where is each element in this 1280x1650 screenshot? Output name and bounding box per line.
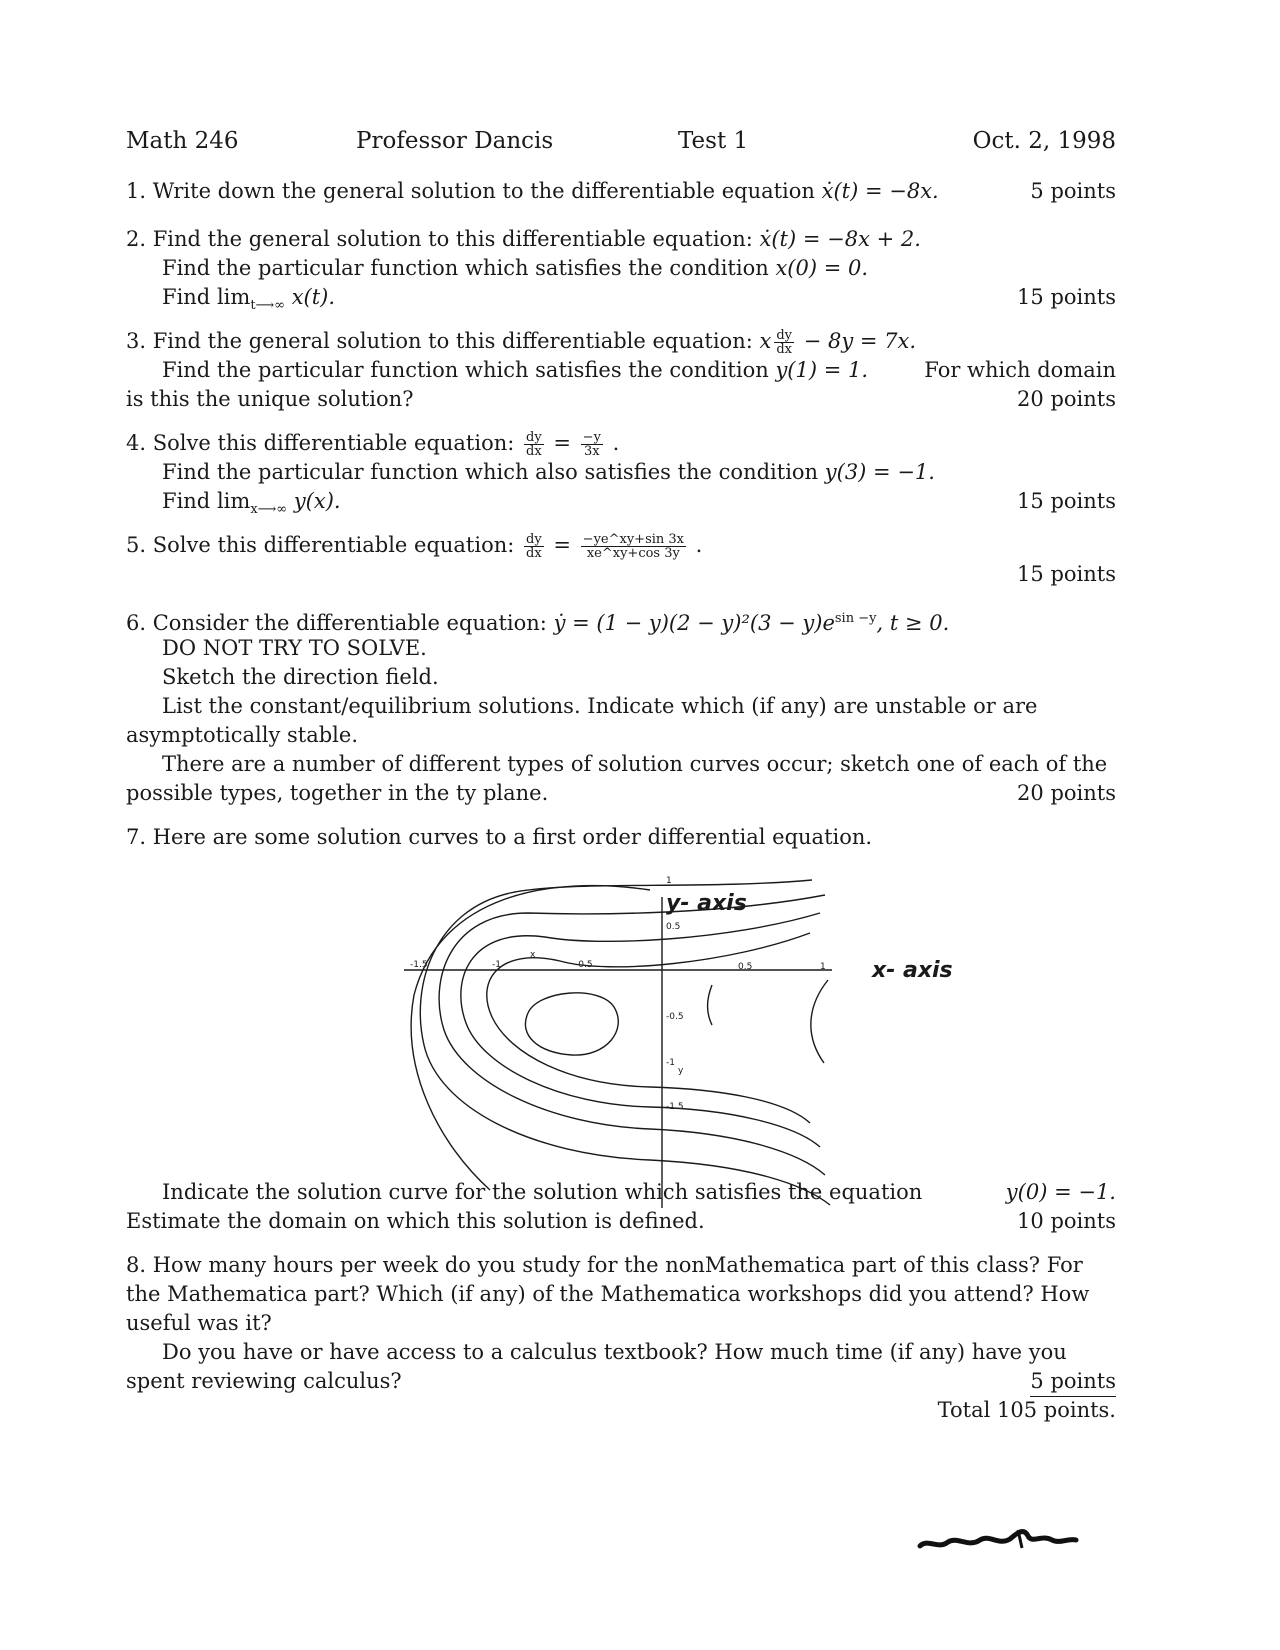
points: 15 points — [1017, 285, 1116, 309]
points: 20 points — [1017, 781, 1116, 805]
condition: y(0) = −1. — [1005, 1180, 1116, 1204]
question-4-line-2 — [162, 457, 1116, 487]
lim-sub: x⟶∞ — [250, 502, 288, 518]
professor-name: Professor Dancis — [356, 128, 554, 154]
equation-tail: , t ≥ 0. — [876, 611, 950, 635]
question-3-line-3 — [126, 384, 1116, 414]
question-5-line-1: 5. Solve this differentiable equation: $\frac{dy}{dx}$ = $\frac{-ye\^{}xy+\sin 3x}{xe\^{}xy+\cos 3y}$ . — [126, 532, 703, 561]
x-axis-label: x- axis — [872, 958, 953, 983]
equals-sign: = — [553, 431, 571, 455]
question-text: Estimate the domain on which this solution is defined. — [126, 1209, 705, 1233]
points: 15 points — [1017, 562, 1116, 586]
question-text-tail: For which domain — [924, 358, 1116, 382]
question-text: How many hours per week do you study for the nonMathematica part of this class? For — [152, 1253, 1083, 1277]
question-2-line-1 — [126, 224, 1116, 254]
question-8-line-4: Do you have or have access to a calculus textbook? How much time (if any) have you — [162, 1340, 1067, 1364]
solution-curves-graph — [400, 876, 1030, 1210]
question-number: 6. — [126, 611, 147, 635]
tick-label: -0.5 — [575, 960, 593, 970]
question-4-line-3 — [162, 486, 1116, 525]
question-number: 7. — [126, 825, 147, 849]
equals-sign: = — [553, 533, 571, 557]
question-6-line-4: List the constant/equilibrium solutions. Indicate which (if any) are unstable or are — [162, 694, 1038, 718]
question-2-line-3 — [162, 282, 1116, 321]
y-axis-label: y- axis — [666, 891, 747, 916]
total-points: Total 105 points. — [937, 1398, 1116, 1422]
closed-orbit-curve — [525, 993, 618, 1055]
course-name: Math 246 — [126, 128, 239, 154]
limit — [216, 489, 288, 518]
question-8-line-2: the Mathematica part? Which (if any) of the Mathematica workshops did you attend? How — [126, 1282, 1090, 1306]
question-1 — [126, 176, 1116, 206]
question-2-line-2 — [162, 253, 1116, 283]
lim-sub: t⟶∞ — [250, 298, 286, 314]
question-text: Find — [162, 489, 211, 513]
solution-curve — [439, 895, 825, 1175]
question-text: Find the general solution to this differentiable equation: — [152, 329, 753, 353]
equation: ẋ(t) = −8x + 2. — [759, 227, 921, 251]
question-7-line-3 — [126, 1206, 1116, 1236]
frac-den: dx — [526, 546, 542, 561]
points: 10 points — [1017, 1209, 1116, 1233]
solution-curve — [708, 985, 713, 1025]
solution-curve — [811, 980, 828, 1063]
exam-date: Oct. 2, 1998 — [972, 128, 1116, 154]
tick-label: -1 — [492, 960, 501, 970]
rhs-fraction — [581, 431, 603, 458]
question-8-line-1 — [126, 1250, 1116, 1280]
solution-curve — [420, 880, 830, 1205]
question-3-line-2 — [162, 355, 1116, 385]
frac-num: −y — [582, 430, 601, 445]
frac-num: −ye^xy+sin 3x — [582, 532, 684, 547]
question-number: 5. — [126, 533, 147, 557]
axis-mark: x — [530, 950, 536, 960]
frac-den: 3x — [583, 444, 600, 459]
solution-curve — [461, 913, 820, 1147]
limit-expression: y(x). — [293, 489, 341, 513]
equation: ẏ = (1 − y)(2 − y)²(3 − y)e — [553, 611, 835, 635]
condition: x(0) = 0. — [775, 256, 869, 280]
derivative-fraction — [774, 329, 794, 356]
frac-den: xe^xy+cos 3y — [586, 546, 680, 561]
question-number: 3. — [126, 329, 147, 353]
axis-mark: y — [678, 1066, 684, 1076]
question-text: is this the unique solution? — [126, 387, 414, 411]
tick-label: -1.5 — [666, 1102, 684, 1112]
question-text: Find the particular function which satisfies the condition — [162, 358, 769, 382]
question-6-line-6: There are a number of different types of solution curves occur; sketch one of each of the — [162, 752, 1108, 776]
question-number: 4. — [126, 431, 147, 455]
question-6-line-2: DO NOT TRY TO SOLVE. — [162, 636, 427, 660]
question-6-line-7 — [126, 778, 1116, 808]
question-6-line-5: asymptotically stable. — [126, 723, 359, 747]
question-text: Indicate the solution curve for the solution which satisfies the equation — [162, 1180, 923, 1204]
eq-x: x — [759, 329, 772, 353]
question-8-line-5 — [126, 1366, 1116, 1396]
points: 5 points — [1030, 1366, 1116, 1397]
tick-label: 1 — [666, 876, 672, 886]
tick-label: -0.5 — [666, 1012, 684, 1022]
test-title: Test 1 — [678, 128, 749, 154]
lim-base: lim — [216, 285, 251, 309]
tick-label: 0.5 — [666, 922, 681, 932]
frac-num: dy — [776, 328, 793, 343]
question-number: 1. — [126, 179, 147, 203]
frac-den: dx — [526, 444, 542, 459]
points: 15 points — [1017, 489, 1116, 513]
question-text: Write down the general solution to the differentiable equation — [152, 179, 815, 203]
solution-curve — [487, 933, 810, 1123]
frac-den: dx — [776, 342, 792, 357]
question-text: Find the particular function which satisfies the condition — [162, 256, 769, 280]
scribble-mark — [918, 1526, 1078, 1556]
question-7-line-2 — [162, 1177, 1116, 1207]
question-text: Find the particular function which also satisfies the condition — [162, 460, 819, 484]
question-text: Consider the differentiable equation: — [152, 611, 547, 635]
question-text: Solve this differentiable equation: — [152, 533, 515, 557]
derivative-fraction — [524, 431, 544, 458]
question-4-line-1: 4. Solve this differentiable equation: $\frac{dy}{dx}$ = $\frac{-y}{3x}$ . — [126, 430, 620, 459]
limit-expression: x(t). — [291, 285, 336, 309]
question-number: 2. — [126, 227, 147, 251]
question-number: 8. — [126, 1253, 147, 1277]
question-3-line-1 — [126, 326, 1116, 356]
question-6-line-3: Sketch the direction field. — [162, 665, 439, 689]
equation-rest: − 8y = 7x. — [803, 329, 917, 353]
points: 5 points — [1030, 179, 1116, 203]
tick-label: -1 — [666, 1058, 675, 1068]
points: 20 points — [1017, 387, 1116, 411]
frac-num: dy — [526, 532, 542, 547]
question-text: Find the general solution to this differentiable equation: — [152, 227, 753, 251]
question-text: Find — [162, 285, 211, 309]
lim-base: lim — [216, 489, 251, 513]
question-text: Here are some solution curves to a first order differential equation. — [152, 825, 873, 849]
tick-label: 0.5 — [738, 962, 753, 972]
question-7-line-1 — [126, 822, 1116, 852]
rhs-fraction — [581, 533, 686, 560]
exponent: sin −y — [834, 611, 877, 626]
question-text: spent reviewing calculus? — [126, 1369, 402, 1393]
frac-num: dy — [526, 430, 542, 445]
derivative-fraction — [524, 533, 544, 560]
question-text: Solve this differentiable equation: — [152, 431, 515, 455]
question-text: possible types, together in the ty plane. — [126, 781, 549, 805]
question-8-line-3: useful was it? — [126, 1311, 272, 1335]
condition: y(3) = −1. — [824, 460, 935, 484]
tick-label: -1.5 — [410, 960, 428, 970]
equation: ẋ(t) = −8x. — [821, 179, 939, 203]
condition: y(1) = 1. — [775, 358, 869, 382]
limit — [216, 285, 286, 314]
tick-label: 1 — [820, 962, 826, 972]
